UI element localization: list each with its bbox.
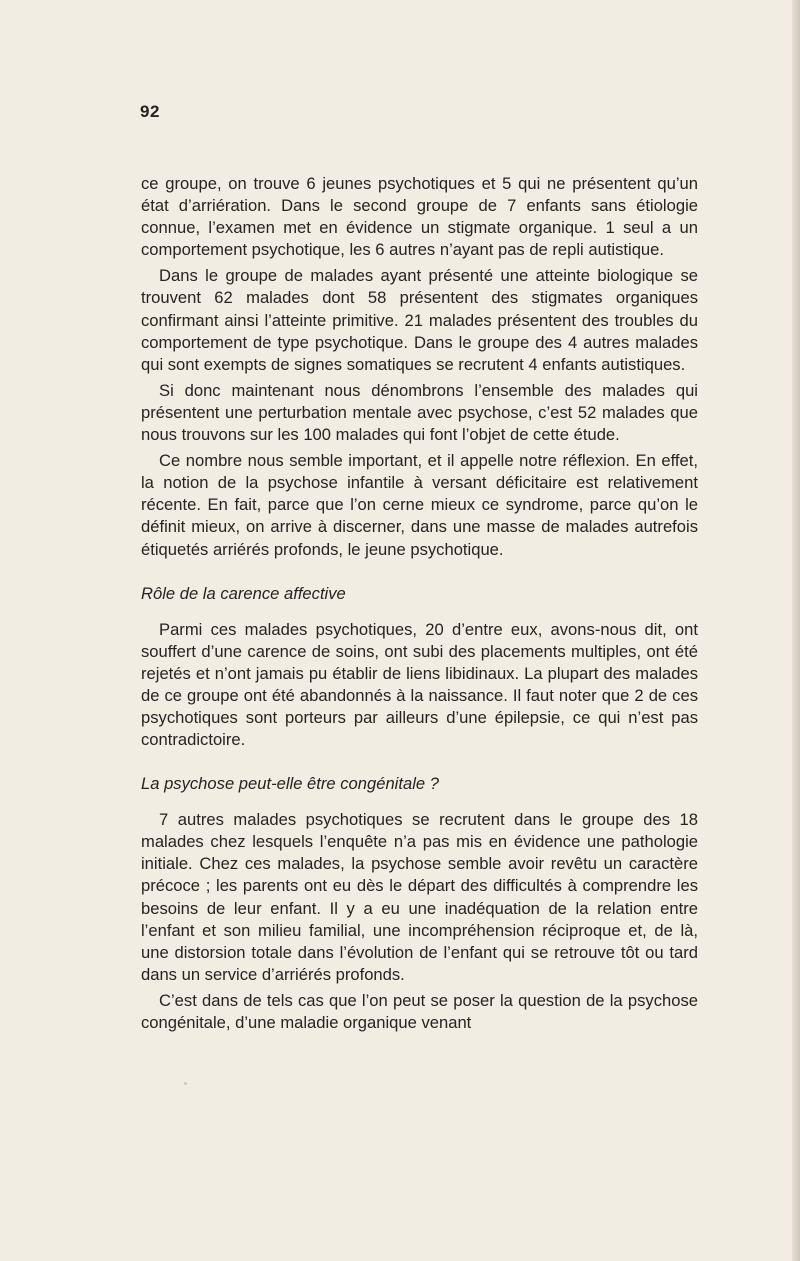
- paper-speck: [184, 1082, 187, 1085]
- page-number: 92: [140, 102, 160, 121]
- paragraph-5: Parmi ces malades psychotiques, 20 d’entre eux, avons-nous dit, ont souffert d’une carence de soins, ont subi des placements multiples, ont été rejetés et n’ont jamais pu établir de liens libidinaux. La plupart des malades de ce groupe ont été abandonnés à la naissance. Il faut noter que 2 de ces psychotiques sont porteurs par ailleurs d’une épilepsie, ce qui n’est pas contradictoire.: [141, 619, 698, 750]
- paragraph-4: Ce nombre nous semble important, et il appelle notre réflexion. En effet, la notion de la psychose infantile à versant déficitaire est relativement récente. En fait, parce que l’on cerne mieux ce syndrome, parce qu’on le définit mieux, on arrive à discerner, dans une masse de malades autrefois étiquetés arriérés profonds, le jeune psychotique.: [141, 451, 698, 559]
- paragraph-2: Dans le groupe de malades ayant présenté une atteinte biologique se trouvent 62 malades dont 58 présentent des stigmates organiques confirmant ainsi l’atteinte primitive. 21 malades présentent des troubles du comportement de type psychotique. Dans le groupe des 4 autres malades qui sont exempts de signes somatiques se recrutent 4 enfants autistiques.: [141, 266, 698, 374]
- page-body: [141, 173, 698, 1038]
- section-heading-carence: Rôle de la carence affective: [141, 583, 346, 603]
- paragraph-6: 7 autres malades psychotiques se recrutent dans le groupe des 18 malades chez lesquels l’enquête n’a pas mis en évidence une pathologie initiale. Chez ces malades, la psychose semble avoir revêtu un caractère précoce ; les parents ont eu dès le départ des difficultés à comprendre les besoins de leur enfant. Il y a eu une inadéquation de la relation entre l’enfant et son milieu familial, une incompréhension réciproque et, de là, une distorsion totale dans l’évolution de l’enfant qui se retrouve tôt ou tard dans un service d’arriérés profonds.: [141, 810, 698, 984]
- paragraph-7: C’est dans de tels cas que l’on peut se poser la question de la psychose congénitale, d’une maladie organique venant: [141, 990, 698, 1032]
- page-edge: [792, 0, 800, 1261]
- paragraph-1: ce groupe, on trouve 6 jeunes psychotiques et 5 qui ne présentent qu’un état d’arriération. Dans le second groupe de 7 enfants sans étiologie connue, l’examen met en évidence un stigmate organique. 1 seul a un comportement psychotique, les 6 autres n’ayant pas de repli autistique.: [141, 174, 698, 260]
- paragraph-3: Si donc maintenant nous dénombrons l’ensemble des malades qui présentent une perturbation mentale avec psychose, c’est 52 malades que nous trouvons sur les 100 malades qui font l’objet de cette étude.: [141, 380, 698, 445]
- section-heading-congenitale: La psychose peut-elle être congénitale ?: [141, 774, 439, 794]
